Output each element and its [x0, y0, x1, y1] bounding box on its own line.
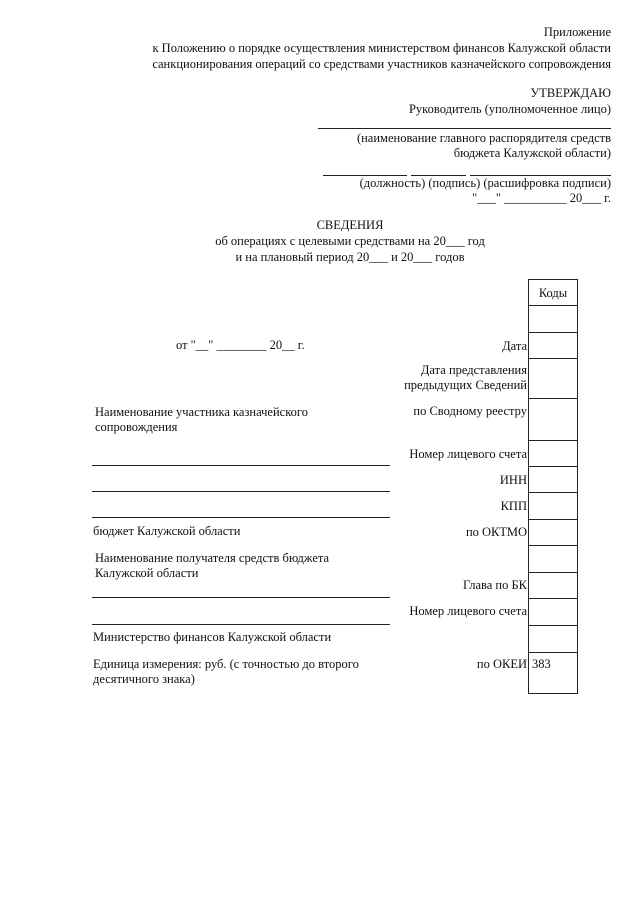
codes-divider: [528, 440, 578, 441]
label-account-2: Номер лицевого счета: [409, 604, 527, 618]
appendix-line-2: санкционирования операций со средствами участников казначейского сопровождения: [152, 57, 611, 71]
approve-role: Руководитель (уполномоченное лицо): [408, 102, 611, 116]
label-register: по Сводному реестру: [413, 404, 527, 418]
codes-header: Коды: [538, 286, 568, 300]
unit-label-2: десятичного знака): [93, 672, 195, 686]
label-oktmo: по ОКТМО: [465, 525, 527, 539]
codes-column: [528, 279, 578, 694]
ministry-label: Министерство финансов Калужской области: [93, 630, 332, 644]
codes-divider: [528, 652, 578, 653]
label-kpp: КПП: [500, 499, 527, 513]
label-inn: ИНН: [499, 473, 527, 487]
label-prev-date-2: предыдущих Сведений: [404, 378, 527, 392]
recipient-label-1: Наименование получателя средств бюджета: [95, 551, 330, 565]
participant-line-2: [92, 491, 390, 492]
recipient-line-1: [92, 597, 390, 598]
participant-line-1: [92, 465, 390, 466]
codes-divider: [528, 398, 578, 399]
budget-label: бюджет Калужской области: [93, 524, 241, 538]
codes-divider: [528, 466, 578, 467]
codes-divider: [528, 598, 578, 599]
doc-subtitle-1: об операциях с целевыми средствами на 20___ год: [215, 234, 485, 248]
label-account: Номер лицевого счета: [409, 447, 527, 461]
okei-code: 383: [532, 657, 551, 671]
doc-title: СВЕДЕНИЯ: [316, 218, 384, 232]
sign-caption: (должность) (подпись) (расшифровка подписи): [359, 176, 611, 190]
label-glava: Глава по БК: [462, 578, 527, 592]
recipient-line-2: [92, 624, 390, 625]
codes-divider: [528, 519, 578, 520]
codes-divider: [528, 332, 578, 333]
approve-title: УТВЕРЖДАЮ: [530, 86, 611, 100]
codes-divider: [528, 625, 578, 626]
codes-divider: [528, 572, 578, 573]
appendix-line-1: к Положению о порядке осуществления министерством финансов Калужской области: [152, 41, 611, 55]
recipient-label-2: Калужской области: [95, 566, 199, 580]
codes-divider: [528, 545, 578, 546]
participant-label-1: Наименование участника казначейского: [95, 405, 308, 419]
label-okei: по ОКЕИ: [476, 657, 527, 671]
approver-note-1: (наименование главного распорядителя средств: [356, 131, 611, 145]
doc-subtitle-2: и на плановый период 20___ и 20___ годов: [235, 250, 465, 264]
unit-label-1: Единица измерения: руб. (с точностью до второго: [93, 657, 359, 671]
codes-divider: [528, 492, 578, 493]
report-date: от "__" ________ 20__ г.: [176, 338, 305, 352]
approver-note-2: бюджета Калужской области): [453, 146, 611, 160]
participant-line-3: [92, 517, 390, 518]
codes-divider: [528, 305, 578, 306]
label-date: Дата: [502, 339, 527, 353]
label-prev-date-1: Дата представления: [420, 363, 527, 377]
participant-label-2: сопровождения: [95, 420, 178, 434]
appendix-title: Приложение: [543, 25, 611, 39]
approver-org-line: [318, 128, 611, 129]
approve-date: "___" __________ 20___ г.: [472, 191, 611, 205]
codes-divider: [528, 358, 578, 359]
